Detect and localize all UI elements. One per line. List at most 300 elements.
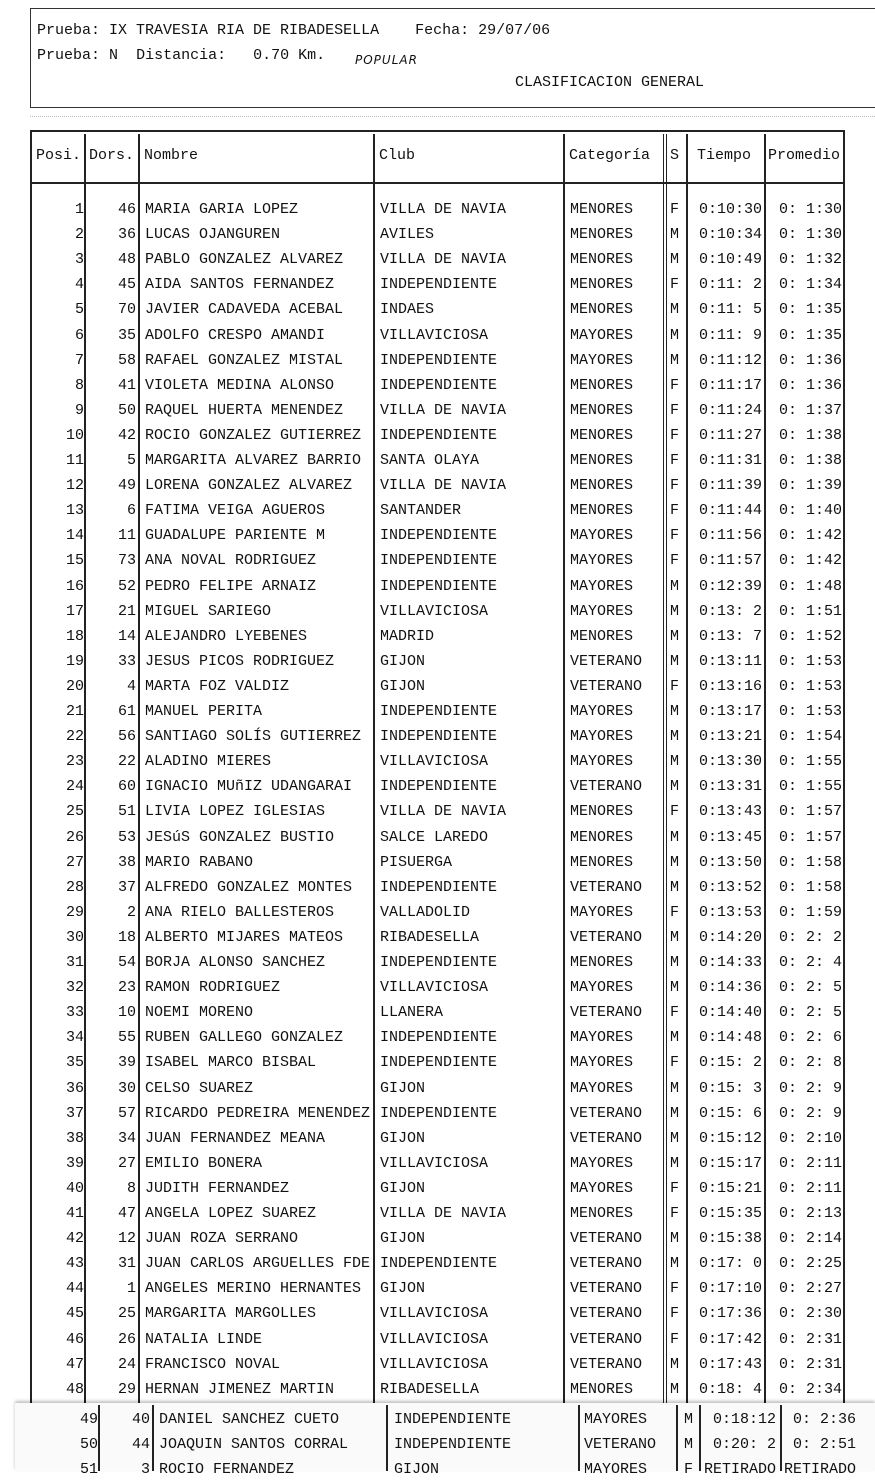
cell-categoria: MAYORES	[570, 552, 634, 570]
cell-promedio: 0: 2: 8	[778, 1054, 842, 1072]
cell-nombre: ANA RIELO BALLESTEROS	[145, 903, 335, 921]
cell-dorsal: 4	[126, 677, 136, 695]
cell-categoria: MAYORES	[570, 1029, 634, 1047]
cell-pos: 33	[65, 1004, 84, 1022]
cell-promedio: 0: 2: 4	[778, 954, 842, 971]
cell-tiempo: 0:11:24	[698, 401, 762, 419]
cell-club: INDEPENDIENTE	[380, 1029, 498, 1047]
cell-promedio: 0: 1:37	[778, 401, 842, 419]
table-row	[0, 197, 875, 222]
cell-club: GIJON	[380, 1129, 426, 1147]
cell-categoria: VETERANO	[570, 1230, 643, 1248]
table-row	[0, 523, 875, 548]
cell-promedio: 0: 2:36	[792, 1411, 856, 1428]
cell-nombre: MARIA GARIA LOPEZ	[145, 201, 299, 218]
cell-sexo: M	[670, 979, 680, 997]
cell-sexo: M	[670, 778, 680, 796]
cell-pos: 4	[74, 276, 84, 294]
cell-categoria: MAYORES	[570, 602, 634, 620]
cell-pos: 21	[65, 703, 84, 720]
cell-promedio: 0: 1:59	[778, 903, 842, 921]
cell-promedio: 0: 1:58	[778, 878, 842, 896]
cell-nombre: RAQUEL HUERTA MENENDEZ	[145, 401, 344, 419]
cell-sexo: F	[670, 452, 680, 469]
cell-categoria: MENORES	[570, 201, 634, 218]
cell-categoria: VETERANO	[584, 1436, 657, 1453]
cell-dorsal: 56	[117, 728, 136, 746]
cell-sexo: F	[670, 426, 680, 444]
cell-pos: 48	[65, 1380, 84, 1398]
cell-categoria: MENORES	[570, 301, 634, 319]
cell-pos: 45	[65, 1305, 84, 1323]
cell-dorsal: 14	[117, 627, 136, 645]
cell-promedio: 0: 2: 9	[778, 1104, 842, 1122]
prueba-type-value: N	[109, 47, 119, 64]
cell-pos: 8	[74, 376, 84, 394]
cell-club: GIJON	[394, 1461, 440, 1478]
column-header-categoria: Categoría	[569, 147, 651, 164]
cell-dorsal: 5	[126, 452, 136, 469]
table-row	[0, 473, 875, 498]
cell-nombre: LUCAS OJANGUREN	[145, 226, 281, 244]
cell-pos: 27	[65, 853, 84, 871]
cell-sexo: F	[670, 903, 680, 921]
cell-club: GIJON	[380, 677, 426, 695]
cell-club: INDEPENDIENTE	[380, 351, 498, 369]
cell-categoria: MAYORES	[570, 1079, 634, 1097]
cell-pos: 46	[65, 1330, 84, 1348]
cell-dorsal: 57	[117, 1104, 136, 1122]
cell-nombre: ANA NOVAL RODRIGUEZ	[145, 552, 317, 570]
table-row	[0, 1176, 875, 1201]
cell-pos: 39	[65, 1154, 84, 1172]
cell-tiempo: 0:15: 6	[698, 1104, 762, 1122]
cell-tiempo: 0:13:43	[698, 803, 762, 821]
cell-sexo: F	[670, 1004, 680, 1022]
cell-categoria: VETERANO	[570, 778, 643, 796]
cell-nombre: IGNACIO MUñIZ UDANGARAI	[145, 778, 353, 796]
table-row	[0, 724, 875, 749]
cell-sexo: M	[670, 602, 680, 620]
cell-pos: 16	[65, 577, 84, 595]
cell-tiempo: 0:11:27	[698, 426, 762, 444]
cell-dorsal: 21	[117, 602, 136, 620]
cell-pos: 40	[65, 1179, 84, 1197]
cell-pos: 24	[65, 778, 84, 796]
cell-club: VILLAVICIOSA	[380, 1330, 489, 1348]
cell-promedio: 0: 1:48	[778, 577, 842, 595]
cell-sexo: F	[670, 376, 680, 394]
report-title: CLASIFICACION GENERAL	[515, 74, 705, 91]
cell-sexo: F	[670, 477, 680, 495]
cell-promedio: 0: 1:51	[778, 602, 842, 620]
cell-promedio: 0: 2:10	[778, 1129, 842, 1147]
column-header-club: Club	[379, 147, 416, 164]
cell-categoria: MAYORES	[570, 728, 634, 746]
cell-club: INDEPENDIENTE	[394, 1411, 512, 1428]
cell-categoria: MAYORES	[570, 903, 634, 921]
cell-nombre: VIOLETA MEDINA ALONSO	[145, 376, 335, 394]
cell-club: SANTANDER	[380, 502, 462, 520]
table-row	[0, 1276, 875, 1301]
cell-nombre: ROCIO FERNANDEZ	[159, 1461, 295, 1478]
cell-promedio: 0: 1:57	[778, 803, 842, 821]
cell-nombre: MARGARITA MARGOLLES	[145, 1305, 317, 1323]
table-row	[0, 1126, 875, 1151]
cell-club: INDEPENDIENTE	[380, 376, 498, 394]
cell-promedio: 0: 1:42	[778, 527, 842, 545]
table-row	[0, 699, 875, 724]
cell-dorsal: 27	[117, 1154, 136, 1172]
cell-tiempo: 0:11: 5	[698, 301, 762, 319]
cell-tiempo: 0:11:57	[698, 552, 762, 570]
cell-categoria: MAYORES	[584, 1411, 648, 1428]
cell-club: GIJON	[380, 652, 426, 670]
cell-club: VILLA DE NAVIA	[380, 477, 507, 495]
cell-nombre: JUAN ROZA SERRANO	[145, 1230, 299, 1248]
cell-tiempo: 0:15:12	[698, 1129, 762, 1147]
cell-nombre: ISABEL MARCO BISBAL	[145, 1054, 317, 1072]
cell-dorsal: 2	[126, 903, 136, 921]
cell-pos: 15	[65, 552, 84, 570]
cell-tiempo: RETIRADO	[704, 1461, 777, 1478]
cell-nombre: JESUS PICOS RODRIGUEZ	[145, 652, 335, 670]
table-row	[0, 674, 875, 699]
cell-categoria: VETERANO	[570, 1104, 643, 1122]
cell-tiempo: 0:15:21	[698, 1179, 762, 1197]
table-row	[0, 1432, 875, 1457]
table-row	[0, 348, 875, 373]
cell-nombre: ROCIO GONZALEZ GUTIERREZ	[145, 426, 362, 444]
cell-promedio: 0: 2: 9	[778, 1079, 842, 1097]
cell-sexo: M	[670, 1355, 680, 1373]
cell-dorsal: 6	[126, 502, 136, 520]
header-line-1	[37, 22, 550, 39]
cell-nombre: ALBERTO MIJARES MATEOS	[145, 928, 344, 946]
cell-dorsal: 26	[117, 1330, 136, 1348]
cell-club: VILLAVICIOSA	[380, 753, 489, 771]
cell-pos: 19	[65, 652, 84, 670]
cell-club: RIBADESELLA	[380, 1380, 480, 1398]
cell-dorsal: 53	[117, 828, 136, 846]
cell-dorsal: 46	[117, 201, 136, 218]
cell-sexo: M	[670, 627, 680, 645]
cell-categoria: MAYORES	[570, 351, 634, 369]
cell-promedio: 0: 1:34	[778, 276, 842, 294]
cell-sexo: M	[670, 878, 680, 896]
cell-promedio: 0: 2: 5	[778, 1004, 842, 1022]
cell-pos: 3	[74, 251, 84, 269]
cell-pos: 17	[65, 602, 84, 620]
cell-nombre: LIVIA LOPEZ IGLESIAS	[145, 803, 326, 821]
cell-club: INDEPENDIENTE	[394, 1436, 512, 1453]
cell-club: VILLAVICIOSA	[380, 1355, 489, 1373]
cell-sexo: M	[670, 1255, 680, 1273]
cell-categoria: MAYORES	[570, 326, 634, 344]
cell-club: INDEPENDIENTE	[380, 1255, 498, 1273]
cell-dorsal: 40	[131, 1411, 150, 1428]
cell-club: VILLAVICIOSA	[380, 326, 489, 344]
cell-promedio: 0: 2:11	[778, 1179, 842, 1197]
cell-pos: 11	[65, 452, 84, 469]
cell-club: VILLA DE NAVIA	[380, 803, 507, 821]
cell-tiempo: 0:14:40	[698, 1004, 762, 1022]
cell-tiempo: 0:13:21	[698, 728, 762, 746]
cell-nombre: MIGUEL SARIEGO	[145, 602, 272, 620]
cell-tiempo: 0:14:20	[698, 928, 762, 946]
table-row	[0, 297, 875, 322]
cell-tiempo: 0:15:35	[698, 1205, 762, 1222]
cell-promedio: RETIRADO	[783, 1461, 856, 1478]
cell-categoria: MAYORES	[570, 1154, 634, 1172]
cell-categoria: VETERANO	[570, 652, 643, 670]
cell-categoria: MENORES	[570, 1380, 634, 1398]
prueba-name: IX TRAVESIA RIA DE RIBADESELLA	[109, 22, 380, 39]
cell-tiempo: 0:11:44	[698, 502, 762, 520]
cell-sexo: M	[670, 728, 680, 746]
cell-nombre: JAVIER CADAVEDA ACEBAL	[145, 301, 344, 319]
cell-pos: 28	[65, 878, 84, 896]
distancia-value: 0.70 Km.	[253, 47, 326, 64]
cell-tiempo: 0:11:12	[698, 351, 762, 369]
cell-club: GIJON	[380, 1179, 426, 1197]
cell-categoria: MENORES	[570, 1205, 634, 1222]
cell-club: INDEPENDIENTE	[380, 1104, 498, 1122]
cell-tiempo: 0:11:17	[698, 376, 762, 394]
table-row	[0, 875, 875, 900]
cell-sexo: M	[670, 828, 680, 846]
cell-categoria: MAYORES	[570, 703, 634, 720]
cell-sexo: M	[670, 1230, 680, 1248]
cell-tiempo: 0:18: 4	[698, 1380, 762, 1398]
cell-club: INDEPENDIENTE	[380, 552, 498, 570]
cell-dorsal: 58	[117, 351, 136, 369]
fecha-value: 29/07/06	[478, 22, 551, 39]
cell-club: INDEPENDIENTE	[380, 276, 498, 294]
table-row	[0, 1301, 875, 1326]
column-header-pos: Posi.	[36, 147, 82, 164]
cell-categoria: VETERANO	[570, 677, 643, 695]
cell-club: VALLADOLID	[380, 903, 471, 921]
cell-dorsal: 10	[117, 1004, 136, 1022]
cell-tiempo: 0:13:16	[698, 677, 762, 695]
cell-club: VILLAVICIOSA	[380, 1154, 489, 1172]
cell-tiempo: 0:13:50	[698, 853, 762, 871]
cell-tiempo: 0:11: 9	[698, 326, 762, 344]
cell-dorsal: 45	[117, 276, 136, 294]
table-row	[0, 1101, 875, 1126]
header-line-2	[37, 47, 325, 64]
table-row	[0, 423, 875, 448]
column-header-promedio: Promedio	[768, 147, 841, 164]
cell-tiempo: 0:18:12	[712, 1411, 776, 1428]
cell-sexo: M	[684, 1436, 694, 1453]
cell-dorsal: 11	[117, 527, 136, 545]
table-row	[0, 900, 875, 925]
cell-categoria: VETERANO	[570, 1305, 643, 1323]
table-row	[0, 975, 875, 1000]
cell-promedio: 0: 1:35	[778, 301, 842, 319]
cell-nombre: JUAN FERNANDEZ MEANA	[145, 1129, 326, 1147]
handwritten-note: POPULAR	[355, 53, 418, 67]
table-row	[0, 1076, 875, 1101]
cell-nombre: RAMON RODRIGUEZ	[145, 979, 281, 997]
cell-tiempo: 0:10:30	[698, 201, 762, 218]
cell-sexo: M	[670, 1129, 680, 1147]
cell-promedio: 0: 1:55	[778, 778, 842, 796]
cell-pos: 9	[74, 401, 84, 419]
cell-promedio: 0: 2:31	[778, 1355, 842, 1373]
cell-tiempo: 0:13:45	[698, 828, 762, 846]
cell-nombre: NOEMI MORENO	[145, 1004, 254, 1022]
cell-pos: 44	[65, 1280, 84, 1298]
cell-nombre: JUAN CARLOS ARGUELLES FDE	[145, 1255, 371, 1273]
cell-tiempo: 0:14:48	[698, 1029, 762, 1047]
cell-sexo: M	[670, 928, 680, 946]
cell-categoria: MAYORES	[570, 527, 634, 545]
cell-categoria: VETERANO	[570, 1330, 643, 1348]
cell-club: LLANERA	[380, 1004, 444, 1022]
cell-club: INDEPENDIENTE	[380, 577, 498, 595]
cell-pos: 51	[79, 1461, 98, 1478]
cell-tiempo: 0:13: 2	[698, 602, 762, 620]
cell-dorsal: 41	[117, 376, 136, 394]
table-row	[0, 1377, 875, 1402]
cell-tiempo: 0:10:34	[698, 226, 762, 244]
cell-nombre: LORENA GONZALEZ ALVAREZ	[145, 477, 353, 495]
table-header-separator	[30, 182, 845, 184]
cell-sexo: F	[670, 803, 680, 821]
cell-sexo: F	[670, 502, 680, 520]
cell-categoria: MENORES	[570, 376, 634, 394]
cell-promedio: 0: 1:36	[778, 376, 842, 394]
column-header-sexo: S	[670, 147, 680, 164]
cell-nombre: SANTIAGO SOLÍS GUTIERREZ	[145, 728, 362, 746]
table-row	[0, 498, 875, 523]
cell-tiempo: 0:13:17	[698, 703, 762, 720]
cell-categoria: VETERANO	[570, 878, 643, 896]
cell-sexo: M	[670, 753, 680, 771]
cell-club: VILLA DE NAVIA	[380, 401, 507, 419]
cell-dorsal: 36	[117, 226, 136, 244]
cell-promedio: 0: 1:35	[778, 326, 842, 344]
cell-sexo: M	[684, 1411, 694, 1428]
cell-nombre: MARTA FOZ VALDIZ	[145, 677, 290, 695]
cell-tiempo: 0:13:52	[698, 878, 762, 896]
cell-dorsal: 30	[117, 1079, 136, 1097]
cell-nombre: DANIEL SANCHEZ CUETO	[159, 1411, 340, 1428]
cell-tiempo: 0:13:30	[698, 753, 762, 771]
cell-tiempo: 0:10:49	[698, 251, 762, 269]
cell-promedio: 0: 1:58	[778, 853, 842, 871]
cell-categoria: MENORES	[570, 828, 634, 846]
cell-dorsal: 55	[117, 1029, 136, 1047]
cell-nombre: RICARDO PEDREIRA MENENDEZ	[145, 1104, 371, 1122]
table-row	[0, 1407, 875, 1432]
cell-nombre: RUBEN GALLEGO GONZALEZ	[145, 1029, 344, 1047]
cell-nombre: BORJA ALONSO SANCHEZ	[145, 954, 326, 971]
cell-categoria: MENORES	[570, 502, 634, 520]
cell-dorsal: 60	[117, 778, 136, 796]
cell-club: VILLA DE NAVIA	[380, 201, 507, 218]
table-row	[0, 599, 875, 624]
table-row	[0, 799, 875, 824]
cell-pos: 1	[74, 201, 84, 218]
cell-pos: 20	[65, 677, 84, 695]
cell-tiempo: 0:14:36	[698, 979, 762, 997]
cell-nombre: MARIO RABANO	[145, 853, 254, 871]
cell-club: VILLA DE NAVIA	[380, 251, 507, 269]
table-row	[0, 398, 875, 423]
cell-dorsal: 3	[140, 1461, 150, 1478]
table-row	[0, 548, 875, 573]
cell-club: AVILES	[380, 226, 435, 244]
cell-promedio: 0: 1:54	[778, 728, 842, 746]
cell-sexo: F	[670, 527, 680, 545]
cell-promedio: 0: 1:36	[778, 351, 842, 369]
cell-dorsal: 22	[117, 753, 136, 771]
cell-club: INDAES	[380, 301, 435, 319]
cell-promedio: 0: 2:30	[778, 1305, 842, 1323]
cell-sexo: F	[670, 552, 680, 570]
cell-club: INDEPENDIENTE	[380, 954, 498, 971]
cell-sexo: M	[670, 226, 680, 244]
cell-pos: 31	[65, 954, 84, 971]
cell-sexo: F	[670, 1280, 680, 1298]
cell-pos: 37	[65, 1104, 84, 1122]
cell-pos: 36	[65, 1079, 84, 1097]
cell-pos: 41	[65, 1205, 84, 1222]
cell-nombre: AIDA SANTOS FERNANDEZ	[145, 276, 335, 294]
cell-dorsal: 42	[117, 426, 136, 444]
table-row	[0, 624, 875, 649]
cell-sexo: M	[670, 326, 680, 344]
cell-nombre: PABLO GONZALEZ ALVAREZ	[145, 251, 344, 269]
cell-tiempo: 0:15:17	[698, 1154, 762, 1172]
column-header-nombre: Nombre	[144, 147, 199, 164]
cell-nombre: ANGELA LOPEZ SUAREZ	[145, 1205, 317, 1222]
cell-promedio: 0: 2:34	[778, 1380, 842, 1398]
table-row	[0, 1327, 875, 1352]
cell-nombre: PEDRO FELIPE ARNAIZ	[145, 577, 317, 595]
table-row	[0, 1151, 875, 1176]
cell-pos: 18	[65, 627, 84, 645]
cell-nombre: ALADINO MIERES	[145, 753, 272, 771]
cell-club: INDEPENDIENTE	[380, 426, 498, 444]
cell-sexo: F	[670, 1205, 680, 1222]
table-row	[0, 323, 875, 348]
cell-club: GIJON	[380, 1079, 426, 1097]
cell-dorsal: 12	[117, 1230, 136, 1248]
table-row	[0, 448, 875, 473]
cell-club: SALCE LAREDO	[380, 828, 489, 846]
cell-pos: 38	[65, 1129, 84, 1147]
cell-sexo: M	[670, 1104, 680, 1122]
cell-nombre: HERNAN JIMENEZ MARTIN	[145, 1380, 335, 1398]
cell-tiempo: 0:13: 7	[698, 627, 762, 645]
cell-categoria: VETERANO	[570, 928, 643, 946]
cell-pos: 12	[65, 477, 84, 495]
cell-tiempo: 0:15: 2	[698, 1054, 762, 1072]
cell-categoria: MAYORES	[584, 1461, 648, 1478]
cell-dorsal: 34	[117, 1129, 136, 1147]
table-row	[0, 222, 875, 247]
cell-dorsal: 33	[117, 652, 136, 670]
cell-dorsal: 37	[117, 878, 136, 896]
cell-promedio: 0: 1:53	[778, 703, 842, 720]
cell-club: VILLAVICIOSA	[380, 1305, 489, 1323]
cell-dorsal: 39	[117, 1054, 136, 1072]
